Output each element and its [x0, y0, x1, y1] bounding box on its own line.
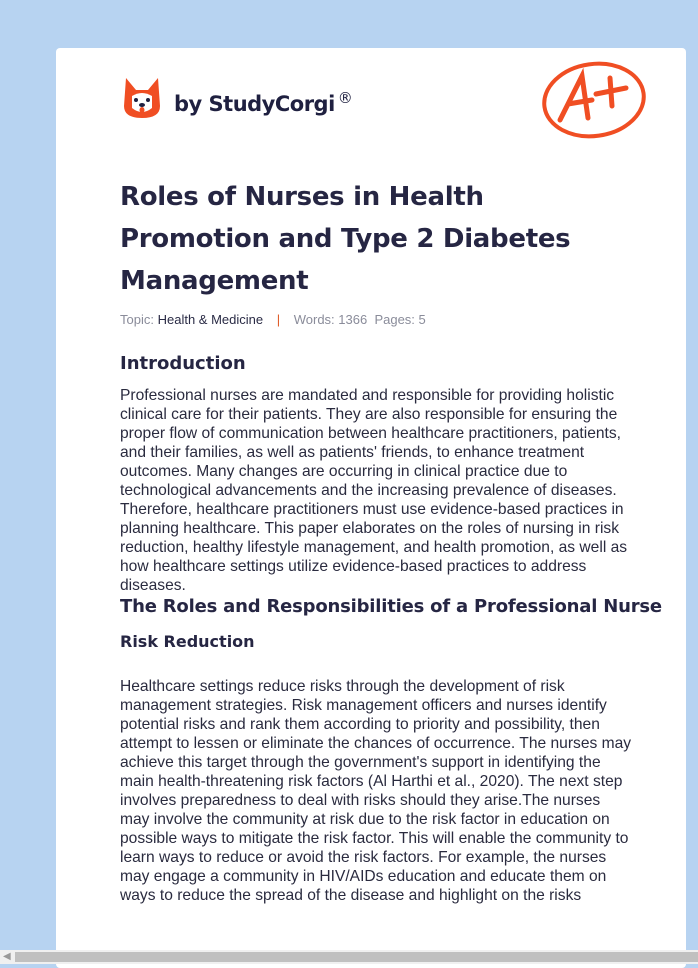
article-title: Roles of Nurses in Health Promotion and Type 2 Diabetes Management [120, 182, 571, 296]
topic-label: Topic: [120, 312, 154, 327]
registered-mark: ® [337, 88, 353, 107]
subsection-heading: Risk Reduction [120, 632, 255, 651]
article-card [56, 48, 686, 968]
scroll-left-arrow-icon[interactable]: ◀ [3, 951, 11, 962]
section-heading: Introduction [120, 353, 246, 374]
studycorgi-logo[interactable] [122, 76, 352, 120]
topic-link[interactable]: Health & Medicine [157, 312, 264, 327]
article-meta [120, 312, 426, 327]
brand-name [174, 89, 352, 116]
word-count: Words: 1366 [293, 312, 368, 327]
corgi-icon [122, 76, 162, 120]
page-count: Pages: 5 [374, 312, 426, 327]
section-paragraph: Healthcare settings reduce risks through the development of risk management strategies. Risk management officers and nurses identify potential risks and rank them according to priority and possibility, then attempt to lessen or eliminate the chances of occurrence. The nurses may achieve this target through the government's support in identifying the main health-threatening risk factors (Al Harthi et al., 2020). The next step involves preparedness to deal with risks should they arise.The nurses may involve the community at risk due to the risk factor in education on possible ways to mitigate the risk factor. This will enable the community to learn ways to reduce or avoid the risk factors. For example, the nurses may engage a community in HIV/AIDs education and educate them on ways to reduce the spread of the disease and highlight on the risks [120, 678, 632, 904]
a-plus-grade-icon [538, 58, 650, 142]
article-body [120, 352, 662, 905]
section-paragraph: Professional nurses are mandated and responsible for providing holistic clinical care for their patients. They are also responsible for ensuring the proper flow of communication between healthcare practitioners, patients, and their families, as well as patients' friends, to enhance treatment outcomes. Many changes are occurring in clinical practice due to technological advancements and the increasing prevalence of diseases. Therefore, healthcare practitioners must use evidence-based practices in planning healthcare. This paper elaborates on the roles of nursing in risk reduction, healthy lifestyle management, and health promotion, as well as how healthcare settings utilize evidence-based practices to address diseases. [120, 387, 628, 594]
brand-text: by StudyCorgi [174, 91, 335, 116]
section-heading: The Roles and Responsibilities of a Professional Nurse [120, 596, 662, 617]
scrollbar-thumb[interactable] [15, 952, 698, 962]
horizontal-scrollbar[interactable] [0, 950, 698, 964]
meta-separator: | [276, 312, 281, 327]
